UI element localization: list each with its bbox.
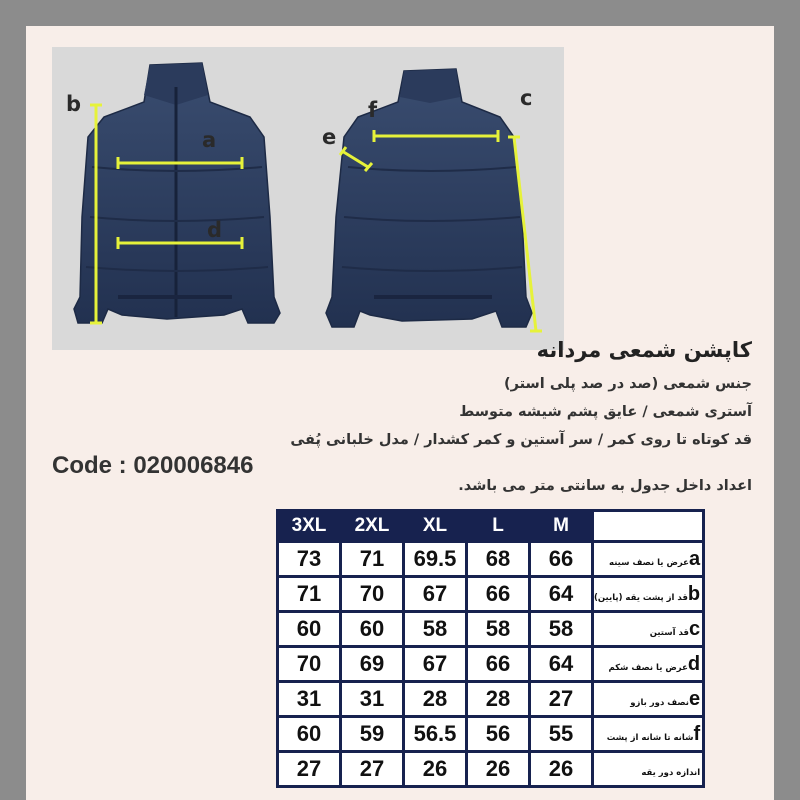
jacket-illustration — [52, 47, 564, 350]
size-value-cell: 31 — [342, 683, 402, 715]
measure-letter: e — [688, 687, 701, 710]
label-a: a — [202, 128, 217, 152]
size-value-cell: 26 — [468, 753, 528, 785]
size-value-cell: 69.5 — [405, 543, 465, 575]
size-value-cell: 26 — [405, 753, 465, 785]
label-f: f — [368, 98, 378, 122]
size-value-cell: 27 — [531, 683, 591, 715]
size-value-cell: 55 — [531, 718, 591, 750]
size-value-cell: 70 — [279, 648, 339, 680]
table-row — [279, 718, 702, 750]
measure-label-cell — [594, 648, 702, 680]
size-value-cell: 27 — [342, 753, 402, 785]
table-row — [279, 613, 702, 645]
size-value-cell: 59 — [342, 718, 402, 750]
size-value-cell: 27 — [279, 753, 339, 785]
measure-header-blank — [594, 512, 702, 540]
measure-letter: a — [688, 547, 701, 570]
measure-label: قد آستین — [649, 627, 689, 638]
jacket-front — [74, 63, 280, 323]
size-value-cell: 28 — [468, 683, 528, 715]
size-value-cell: 71 — [342, 543, 402, 575]
product-title: کاپشن شمعی مردانه — [536, 338, 752, 362]
size-value-cell: 31 — [279, 683, 339, 715]
size-value-cell: 28 — [405, 683, 465, 715]
table-row — [279, 578, 702, 610]
size-value-cell: 58 — [531, 613, 591, 645]
product-material: جنس شمعی (صد در صد پلی استر) — [503, 376, 752, 392]
size-value-cell: 56 — [468, 718, 528, 750]
size-value-cell: 60 — [279, 718, 339, 750]
measure-label: اندازه دور یقه — [641, 767, 701, 778]
size-header-row — [279, 512, 702, 540]
measure-letter: b — [687, 582, 701, 605]
measure-label-cell — [594, 718, 702, 750]
size-value-cell: 58 — [405, 613, 465, 645]
size-table — [276, 509, 705, 788]
measure-label-cell — [594, 543, 702, 575]
table-row — [279, 543, 702, 575]
measure-label-cell — [594, 613, 702, 645]
size-header: 2XL — [342, 512, 402, 540]
size-value-cell: 26 — [531, 753, 591, 785]
size-value-cell: 70 — [342, 578, 402, 610]
size-value-cell: 66 — [468, 648, 528, 680]
label-d: d — [207, 218, 223, 242]
size-header: L — [468, 512, 528, 540]
size-value-cell: 69 — [342, 648, 402, 680]
jacket-back — [326, 69, 532, 327]
measure-label: قد از پشت یقه (پایین) — [594, 592, 688, 603]
size-value-cell: 56.5 — [405, 718, 465, 750]
size-header: M — [531, 512, 591, 540]
measure-label-cell — [594, 578, 702, 610]
product-code: Code : 020006846 — [52, 452, 254, 479]
size-value-cell: 58 — [468, 613, 528, 645]
size-table-body — [279, 543, 702, 785]
size-value-cell: 60 — [342, 613, 402, 645]
size-header: XL — [405, 512, 465, 540]
label-b: b — [66, 92, 82, 116]
table-note: اعداد داخل جدول به سانتی متر می باشد. — [458, 478, 752, 494]
measure-label-cell — [594, 683, 702, 715]
table-row — [279, 753, 702, 785]
product-style: قد کوتاه تا روی کمر / سر آستین و کمر کشدار / مدل خلبانی پُفی — [290, 432, 752, 448]
measure-label: عرض یا نصف سینه — [609, 557, 689, 568]
label-e: e — [322, 125, 337, 149]
size-value-cell: 64 — [531, 648, 591, 680]
measure-letter: d — [687, 652, 701, 675]
size-value-cell: 66 — [531, 543, 591, 575]
size-value-cell: 71 — [279, 578, 339, 610]
size-value-cell: 73 — [279, 543, 339, 575]
size-value-cell: 66 — [468, 578, 528, 610]
label-c: c — [520, 86, 533, 110]
size-value-cell: 60 — [279, 613, 339, 645]
measure-letter: c — [688, 617, 701, 640]
measure-label: عرض یا نصف شکم — [608, 662, 688, 673]
size-value-cell: 67 — [405, 648, 465, 680]
measure-label-cell — [594, 753, 702, 785]
size-value-cell: 67 — [405, 578, 465, 610]
table-row — [279, 683, 702, 715]
product-lining: آستری شمعی / عایق پشم شیشه متوسط — [459, 404, 752, 420]
measure-label: شانه تا شانه از پشت — [606, 732, 694, 743]
table-row — [279, 648, 702, 680]
measure-label: نصف دور بازو — [630, 697, 689, 708]
size-value-cell: 68 — [468, 543, 528, 575]
size-value-cell: 64 — [531, 578, 591, 610]
size-header: 3XL — [279, 512, 339, 540]
measure-letter: f — [693, 722, 701, 745]
jacket-photo — [52, 47, 564, 350]
